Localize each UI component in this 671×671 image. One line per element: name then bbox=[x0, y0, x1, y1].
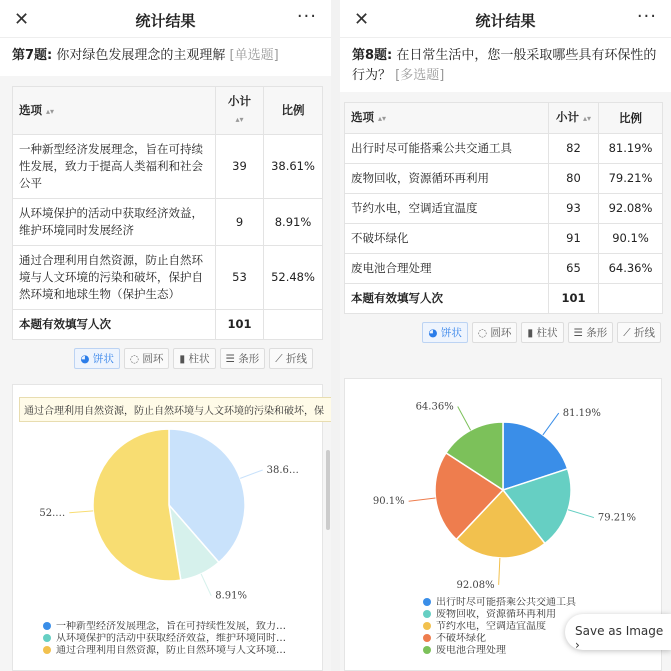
slice-label: 81.19% bbox=[562, 408, 601, 420]
table-row bbox=[13, 199, 323, 246]
option-cell: 不破坏绿化 bbox=[345, 224, 549, 254]
label-leader-line bbox=[458, 406, 471, 430]
total-value: 101 bbox=[549, 284, 599, 314]
question-text: 你对绿色发展理念的主观理解 bbox=[56, 48, 226, 63]
ratio-cell: 90.1% bbox=[599, 224, 663, 254]
option-cell: 出行时尽可能搭乘公共交通工具 bbox=[345, 134, 549, 164]
tab-pie[interactable]: ◕ 饼状 bbox=[422, 322, 468, 343]
legend-item[interactable]: 节约水电，空调适宜温度 bbox=[423, 621, 643, 633]
tab-ring[interactable]: ◌ 圆环 bbox=[124, 348, 170, 369]
tab-column[interactable]: ▮ 柱状 bbox=[173, 348, 215, 369]
count-cell: 9 bbox=[216, 199, 264, 246]
chart-tooltip: 通过合理利用自然资源，防止自然环境与人文环境的污染和破坏，保 bbox=[19, 397, 331, 422]
sort-icon[interactable]: ▴▾ bbox=[235, 115, 244, 124]
table-row bbox=[345, 254, 663, 284]
total-label: 本题有效填写人次 bbox=[13, 310, 216, 340]
col-option[interactable]: 选项 ▴▾ bbox=[345, 103, 549, 134]
table-row bbox=[13, 246, 323, 310]
table-row bbox=[13, 135, 323, 199]
table-row bbox=[345, 194, 663, 224]
ratio-cell: 52.48% bbox=[264, 246, 323, 310]
count-cell: 91 bbox=[549, 224, 599, 254]
pie-slice[interactable] bbox=[93, 429, 181, 581]
screen-divider bbox=[331, 0, 340, 671]
question-title bbox=[0, 38, 331, 66]
legend-item[interactable]: 从环境保护的活动中获取经济效益，维护环境同时… bbox=[43, 633, 323, 645]
question-type: [多选题] bbox=[395, 68, 445, 83]
legend-item[interactable]: 一种新型经济发展理念，旨在可持续性发展，致力… bbox=[43, 621, 323, 633]
pie-chart-panel bbox=[12, 384, 323, 671]
label-leader-line bbox=[409, 498, 436, 501]
page-title: 统计结果 bbox=[135, 12, 196, 30]
option-cell: 废电池合理处理 bbox=[345, 254, 549, 284]
tab-bar[interactable]: ☰ 条形 bbox=[220, 348, 266, 369]
question-number: 第7题: bbox=[12, 48, 53, 63]
left-screen bbox=[0, 0, 331, 671]
option-cell: 从环境保护的活动中获取经济效益，维护环境同时发展经济 bbox=[13, 199, 216, 246]
ratio-cell: 38.61% bbox=[264, 135, 323, 199]
count-cell: 93 bbox=[549, 194, 599, 224]
col-ratio: 比例 bbox=[264, 87, 323, 135]
tab-column[interactable]: ▮ 柱状 bbox=[521, 322, 563, 343]
total-label: 本题有效填写人次 bbox=[345, 284, 549, 314]
count-cell: 53 bbox=[216, 246, 264, 310]
legend-item[interactable]: 出行时尽可能搭乘公共交通工具 bbox=[423, 597, 643, 609]
col-option[interactable]: 选项 ▴▾ bbox=[13, 87, 216, 135]
chart-type-tabs bbox=[344, 314, 663, 351]
table-header bbox=[345, 103, 663, 134]
right-screen bbox=[340, 0, 671, 671]
slice-label: 92.08% bbox=[456, 579, 495, 591]
tab-ring[interactable]: ◌ 圆环 bbox=[472, 322, 518, 343]
question-text: 在日常生活中，您一般采取哪些具有环保性的行为？ bbox=[352, 48, 657, 83]
option-cell: 一种新型经济发展理念，旨在可持续性发展，致力于提高人类福利和社会公平 bbox=[13, 135, 216, 199]
ratio-cell: 8.91% bbox=[264, 199, 323, 246]
slice-label: 8.91% bbox=[215, 590, 247, 602]
label-leader-line bbox=[543, 413, 559, 435]
legend-item[interactable]: 通过合理利用自然资源，防止自然环境与人文环境… bbox=[43, 645, 323, 657]
label-leader-line bbox=[240, 470, 262, 478]
count-cell: 39 bbox=[216, 135, 264, 199]
legend-item[interactable]: 废物回收，资源循环再利用 bbox=[423, 609, 643, 621]
total-value: 101 bbox=[216, 310, 264, 340]
option-cell: 通过合理利用自然资源，防止自然环境与人文环境的污染和破坏，保护自然环境和地球生物（保护生态） bbox=[13, 246, 216, 310]
table-row bbox=[345, 164, 663, 194]
col-count[interactable]: 小计 ▴▾ bbox=[216, 87, 264, 135]
stats-table bbox=[344, 102, 663, 314]
chart-type-tabs bbox=[12, 340, 323, 377]
label-leader-line bbox=[568, 510, 594, 518]
count-cell: 80 bbox=[549, 164, 599, 194]
slice-label: 79.21% bbox=[597, 512, 637, 524]
legend-item[interactable]: 废电池合理处理 bbox=[423, 645, 643, 657]
stats-table bbox=[12, 86, 323, 340]
table-total-row bbox=[13, 310, 323, 340]
sort-icon[interactable]: ▴▾ bbox=[378, 114, 387, 123]
count-cell: 82 bbox=[549, 134, 599, 164]
sort-icon[interactable]: ▴▾ bbox=[582, 114, 592, 123]
scrollbar[interactable] bbox=[326, 450, 330, 530]
count-cell: 65 bbox=[549, 254, 599, 284]
tab-bar[interactable]: ☰ 条形 bbox=[568, 322, 614, 343]
table-row bbox=[345, 224, 663, 254]
question-title bbox=[340, 38, 671, 86]
col-ratio: 比例 bbox=[599, 103, 663, 134]
chart-legend bbox=[43, 621, 323, 657]
slice-label: 38.6… bbox=[266, 464, 299, 476]
tab-line[interactable]: ⟋ 折线 bbox=[269, 348, 313, 369]
question-number: 第8题: bbox=[352, 48, 393, 63]
slice-label: 52.… bbox=[39, 507, 66, 519]
sort-icon[interactable]: ▴▾ bbox=[46, 106, 55, 116]
table-total-row bbox=[345, 284, 663, 314]
page-title: 统计结果 bbox=[475, 12, 536, 30]
ratio-cell: 92.08% bbox=[599, 194, 663, 224]
close-icon[interactable]: ✕ bbox=[14, 9, 30, 30]
more-icon[interactable]: ··· bbox=[636, 6, 657, 27]
nav-bar bbox=[340, 0, 671, 38]
label-leader-line bbox=[69, 511, 93, 513]
ratio-cell: 81.19% bbox=[599, 134, 663, 164]
close-icon[interactable]: ✕ bbox=[354, 9, 370, 30]
more-icon[interactable]: ··· bbox=[296, 6, 317, 27]
label-leader-line bbox=[201, 574, 211, 596]
tab-pie[interactable]: ◕ 饼状 bbox=[74, 348, 120, 369]
label-leader-line bbox=[499, 558, 500, 585]
save-as-image-button[interactable]: Save as Image › bbox=[565, 614, 671, 650]
ratio-cell: 79.21% bbox=[599, 164, 663, 194]
question-type: [单选题] bbox=[229, 48, 279, 63]
option-cell: 节约水电，空调适宜温度 bbox=[345, 194, 549, 224]
legend-item[interactable]: 不破坏绿化 bbox=[423, 633, 643, 645]
table-row bbox=[345, 134, 663, 164]
slice-label: 90.1% bbox=[372, 496, 405, 508]
slice-label: 64.36% bbox=[415, 401, 454, 413]
nav-bar bbox=[0, 0, 331, 38]
col-count[interactable]: 小计 ▴▾ bbox=[549, 103, 599, 134]
tab-line[interactable]: ⟋ 折线 bbox=[617, 322, 661, 343]
ratio-cell: 64.36% bbox=[599, 254, 663, 284]
option-cell: 废物回收，资源循环再利用 bbox=[345, 164, 549, 194]
table-header bbox=[13, 87, 323, 135]
